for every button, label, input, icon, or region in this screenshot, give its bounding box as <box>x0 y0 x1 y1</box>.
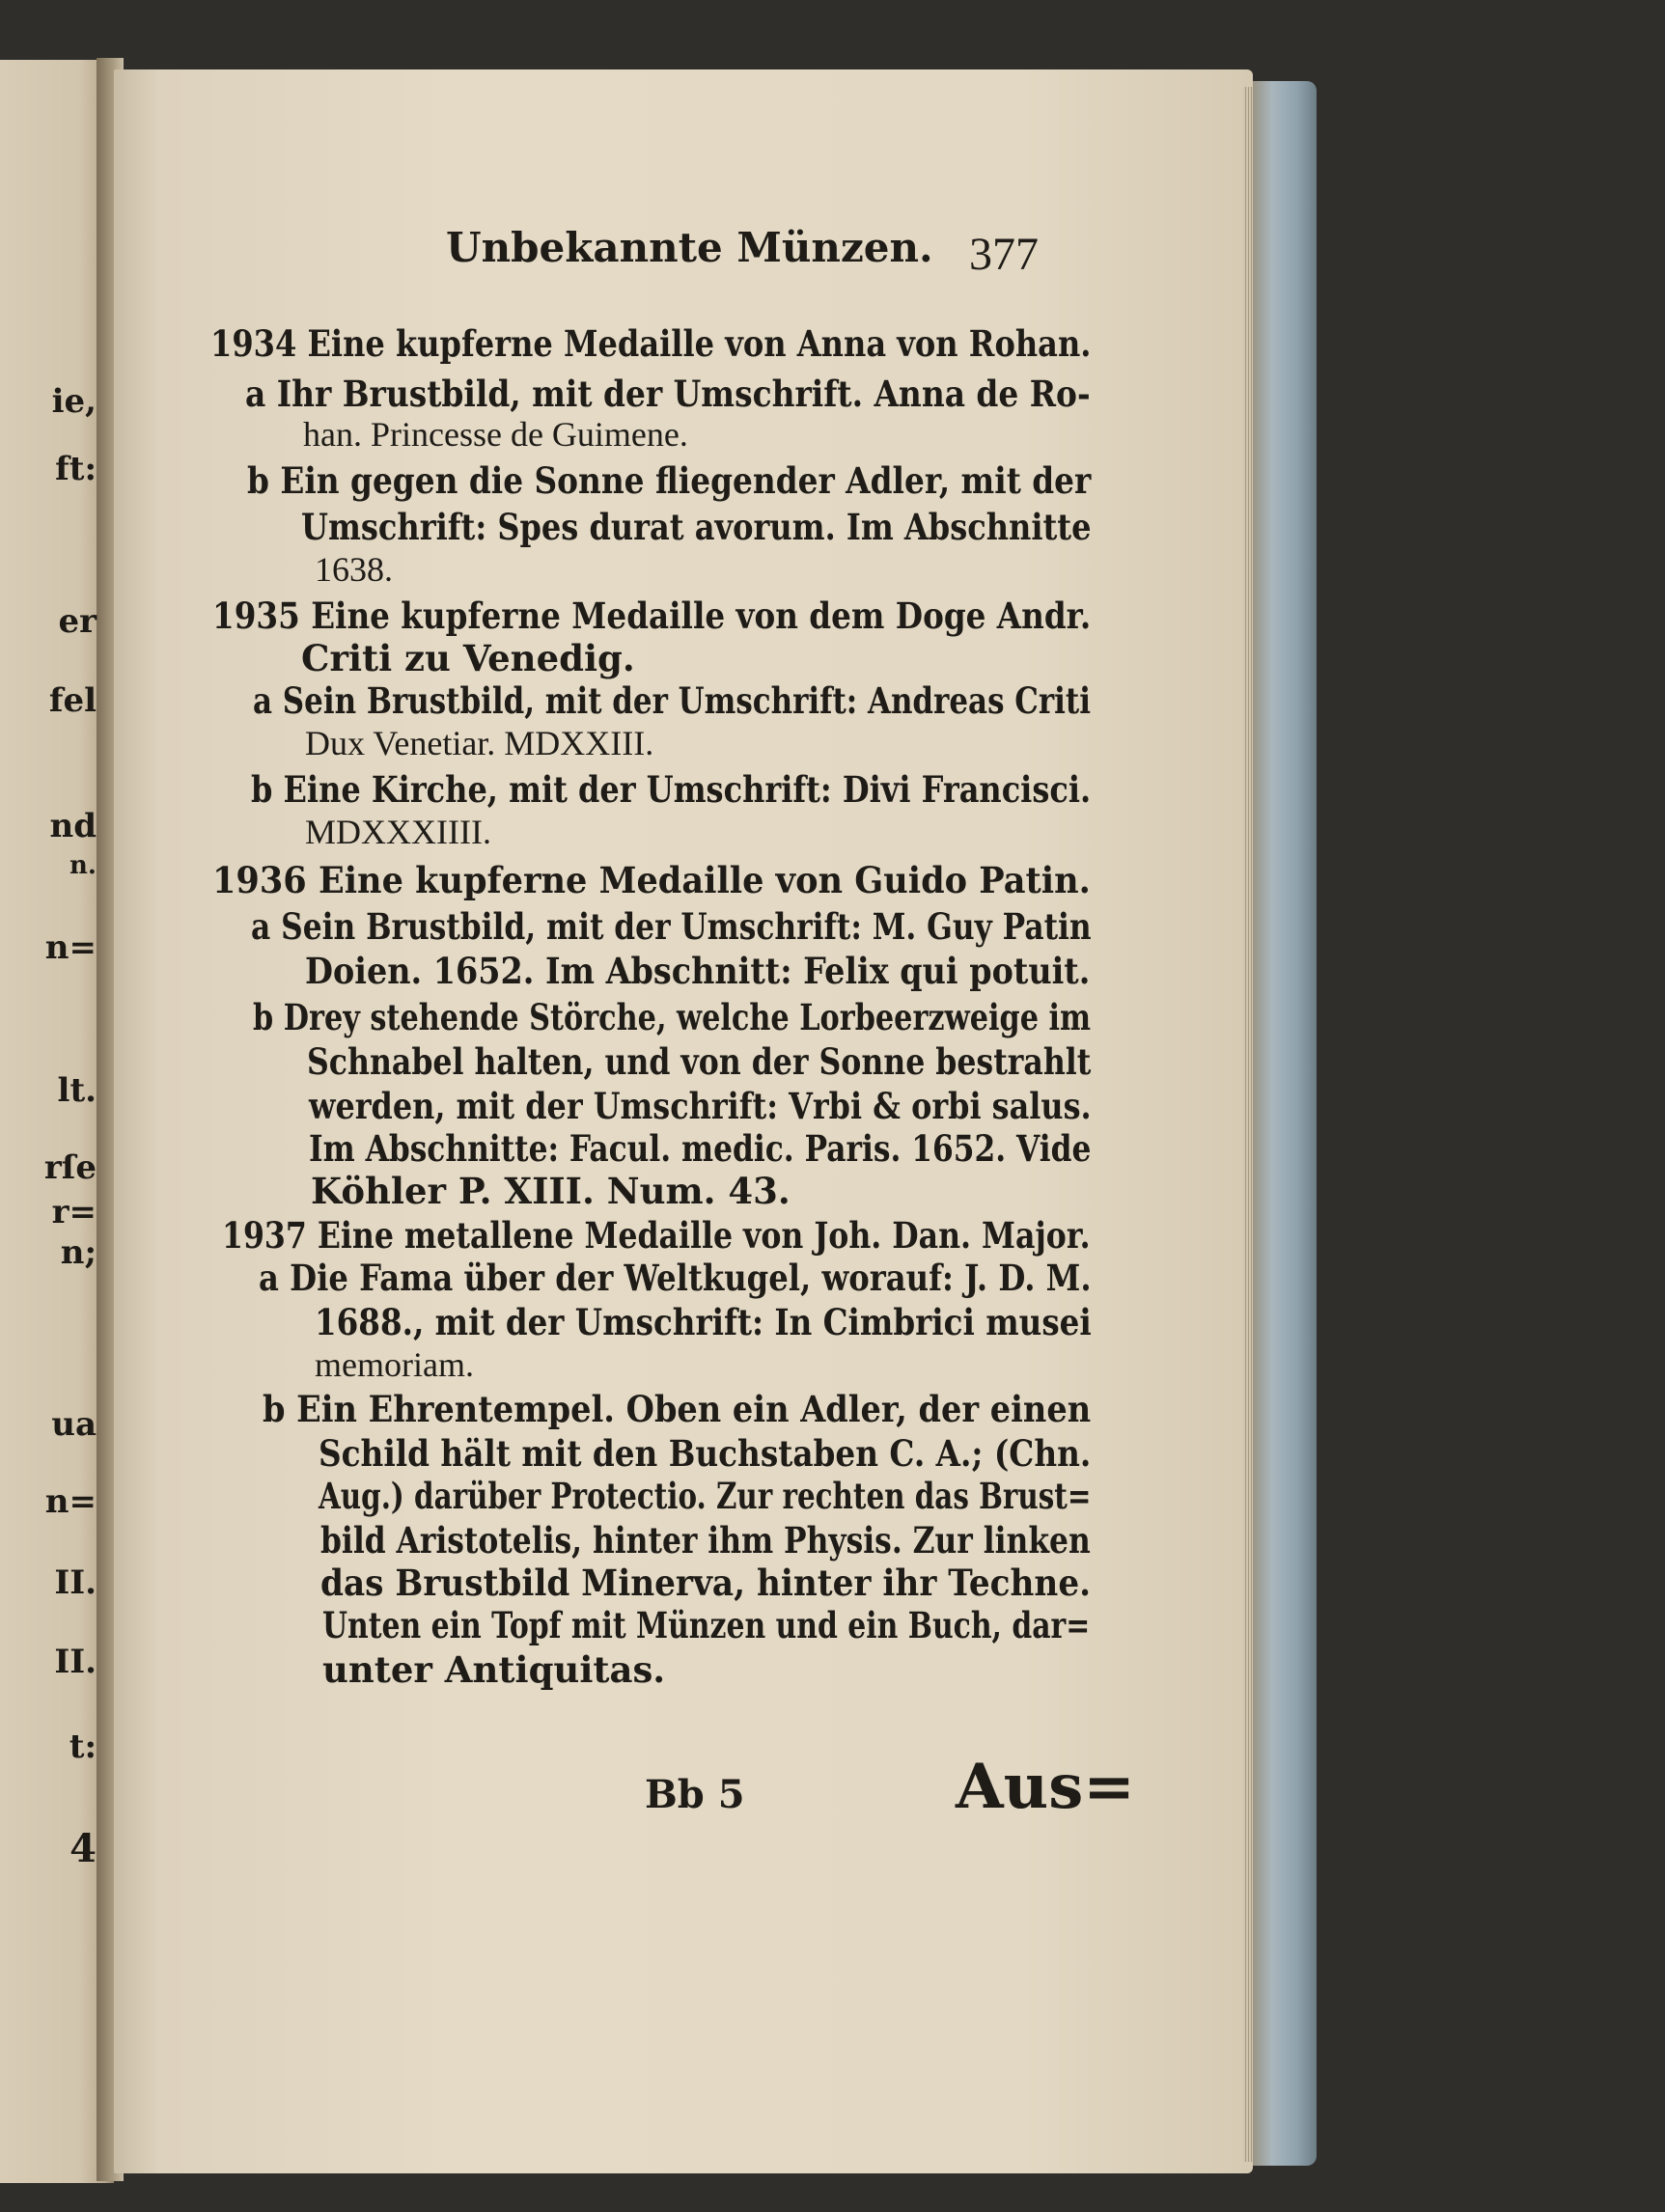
left-fragment: n; <box>60 1233 97 1272</box>
text-line: unter Antiquitas. <box>322 1648 666 1691</box>
entry-heading: 1935 Eine kupferne Medaille von dem Doge Andr. <box>212 594 1092 637</box>
text-line: MDXXXIIII. <box>305 813 491 851</box>
text-line: a Die Fama über der Weltkugel, worauf: J. D. M. <box>259 1257 1092 1299</box>
text-line: Köhler P. XIII. Num. 43. <box>311 1170 791 1212</box>
text-line: werden, mit der Umschrift: Vrbi & orbi salus. <box>309 1085 1092 1127</box>
running-head: Unbekannte Münzen. <box>446 224 933 271</box>
text-line: 1638. <box>315 550 393 589</box>
text-line: das Brustbild Minerva, hinter ihr Techne. <box>320 1562 1092 1604</box>
text-line: han. Princesse de Guimene. <box>303 415 688 454</box>
entry-heading: 1936 Eine kupferne Medaille von Guido Patin. <box>212 859 1091 901</box>
left-fragment: n= <box>44 1482 97 1521</box>
text-line: Unten ein Topf mit Münzen und ein Buch, dar= <box>322 1604 1091 1646</box>
entry-heading: 1934 Eine kupferne Medaille von Anna von Rohan. <box>210 322 1092 365</box>
text-line: bild Aristotelis, hinter ihm Physis. Zur linken <box>320 1519 1091 1562</box>
text-line: Doien. 1652. Im Abschnitt: Felix qui potuit. <box>305 950 1091 992</box>
left-fragment: rſe <box>43 1148 97 1187</box>
book-cover-edge <box>1253 81 1317 2166</box>
page-number: 377 <box>969 229 1039 280</box>
catchword: Aus= <box>956 1751 1135 1823</box>
text-line: Im Abschnitte: Facul. medic. Paris. 1652. Vide <box>309 1127 1092 1170</box>
left-fragment: 4 <box>69 1826 97 1871</box>
left-fragment: nd <box>49 807 97 845</box>
text-line: Aug.) darüber Protectio. Zur rechten das Brust= <box>319 1475 1092 1517</box>
left-fragment: ft: <box>55 450 97 488</box>
text-line: Criti zu Venedig. <box>301 637 635 679</box>
left-fragment: er <box>58 602 97 641</box>
entry-heading: 1937 Eine metallene Medaille von Joh. Dan. Major. <box>222 1214 1091 1257</box>
text-line: b Drey stehende Störche, welche Lorbeerzweige im <box>253 996 1092 1038</box>
text-line: a Sein Brustbild, mit der Umschrift: Andreas Criti <box>253 679 1091 722</box>
left-fragment: r= <box>51 1193 97 1231</box>
text-line: Schild hält mit den Buchstaben C. A.; (Chn. <box>319 1432 1092 1475</box>
text-line: a Ihr Brustbild, mit der Umschrift. Anna de Ro- <box>245 373 1091 415</box>
text-line: memoriam. <box>315 1345 474 1384</box>
left-fragment: II. <box>54 1643 97 1681</box>
left-fragment: n. <box>69 851 97 880</box>
text-line: Umschrift: Spes durat avorum. Im Abschnitte <box>301 506 1092 548</box>
left-fragment: ua <box>51 1405 97 1444</box>
text-line: b Ein gegen die Sonne fliegender Adler, mit der <box>247 459 1092 502</box>
left-fragment: II. <box>54 1563 97 1602</box>
text-line: b Eine Kirche, mit der Umschrift: Divi Francisci. <box>251 768 1092 811</box>
text-line: Schnabel halten, und von der Sonne bestrahlt <box>307 1040 1092 1083</box>
text-line: a Sein Brustbild, mit der Umschrift: M. Guy Patin <box>251 905 1092 948</box>
text-line: Dux Venetiar. MDXXIII. <box>305 724 654 762</box>
text-line: 1688., mit der Umschrift: In Cimbrici musei <box>315 1301 1092 1343</box>
signature-mark: Bb 5 <box>645 1772 745 1817</box>
text-line: b Ein Ehrentempel. Oben ein Adler, der einen <box>263 1388 1092 1430</box>
left-fragment: lt. <box>57 1071 97 1110</box>
left-fragment: n= <box>44 928 97 967</box>
left-fragment: fel <box>48 681 97 720</box>
left-fragment: ie, <box>51 382 97 421</box>
left-fragment: t: <box>69 1728 97 1766</box>
